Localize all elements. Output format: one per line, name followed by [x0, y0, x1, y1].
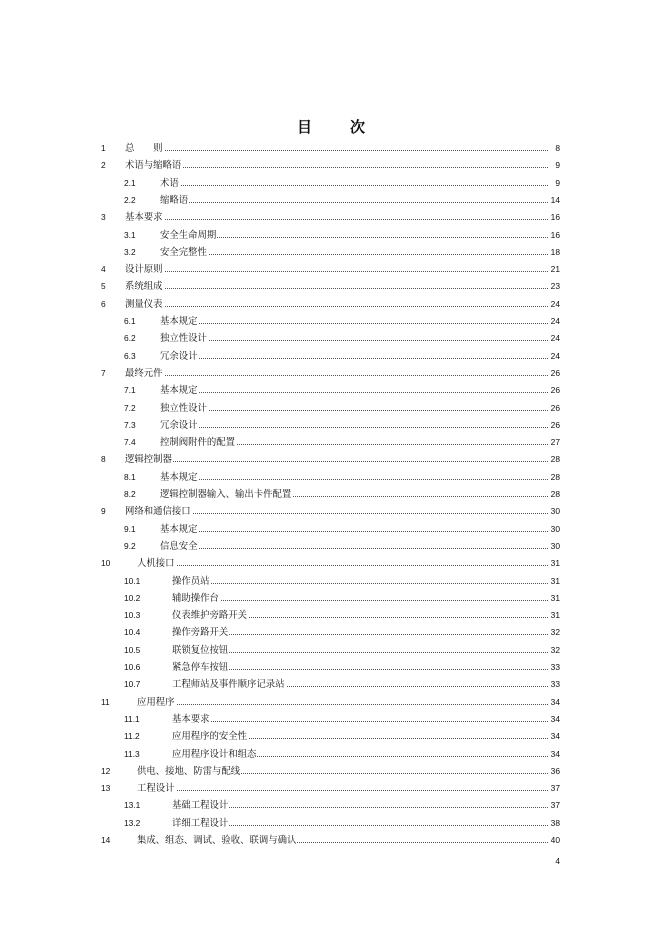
toc-entry-label: 总 则 [125, 140, 164, 157]
toc-entry-label: 系统组成 [125, 278, 164, 295]
toc-entry-number: 10.5 [124, 644, 141, 655]
toc-entry[interactable] [0, 434, 662, 451]
toc-entry-page: 26 [550, 365, 560, 382]
toc-entry-label: 设计原则 [125, 261, 164, 278]
toc-entry-number: 8.2 [124, 489, 136, 499]
toc-dot-leader [125, 461, 548, 462]
toc-entry-page: 14 [550, 192, 560, 209]
toc-dot-leader [172, 600, 548, 601]
toc-entry-number: 9.1 [124, 523, 136, 534]
toc-entry-label: 应用程序的安全性 [172, 728, 248, 745]
toc-entry[interactable] [0, 140, 662, 157]
toc-dot-leader [137, 565, 548, 566]
toc-dot-leader [125, 271, 548, 272]
toc-entry-number: 11.2 [124, 731, 140, 742]
toc-entry[interactable] [0, 227, 662, 244]
toc-entry[interactable] [0, 780, 662, 797]
toc-entry-label: 供电、接地、防雷与配线 [137, 763, 241, 780]
toc-entry-page: 33 [550, 659, 560, 676]
toc-entry-label: 基本要求 [125, 209, 164, 226]
toc-entry-label: 安全生命周期 [160, 227, 217, 244]
toc-entry-label: 最终元件 [125, 365, 164, 382]
toc-entry[interactable] [0, 348, 662, 365]
toc-entry-page: 34 [550, 711, 560, 728]
toc-entry-page: 40 [550, 832, 560, 849]
toc-entry-label: 独立性设计 [160, 330, 208, 347]
toc-entry-page: 9 [554, 157, 560, 174]
toc-entry[interactable] [0, 815, 662, 832]
toc-entry-number: 14 [101, 835, 111, 845]
toc-entry-number: 13.1 [124, 800, 141, 811]
toc-entry-page: 9 [554, 175, 560, 192]
toc-entry[interactable] [0, 469, 662, 486]
toc-entry-label: 工程设计 [137, 780, 176, 797]
toc-entry-label: 仪表维护旁路开关 [172, 607, 248, 624]
toc-entry-number: 13.2 [124, 817, 141, 828]
toc-entry-number: 7.1 [124, 385, 136, 396]
toc-entry-number: 6.1 [124, 316, 136, 326]
toc-entry-page: 30 [550, 521, 560, 538]
toc-entry[interactable] [0, 642, 662, 659]
page-number: 4 [555, 856, 560, 866]
toc-entry-page: 28 [550, 486, 560, 503]
toc-entry-number: 10 [101, 558, 111, 569]
toc-entry-number: 5 [101, 281, 106, 292]
toc-entry-number: 10.1 [124, 575, 141, 586]
title-char-1: 目 [296, 118, 312, 136]
toc-entry-number: 11.3 [124, 748, 140, 759]
toc-entry[interactable] [0, 728, 662, 745]
toc-entry[interactable] [0, 503, 662, 520]
toc-entry[interactable] [0, 192, 662, 209]
toc-entry[interactable] [0, 746, 662, 763]
toc-entry-page: 21 [550, 261, 560, 278]
toc-entry-number: 7.3 [124, 419, 136, 430]
toc-entry-page: 31 [550, 607, 560, 624]
toc-entry-page: 36 [550, 763, 560, 780]
toc-entry-label: 基础工程设计 [172, 797, 229, 814]
toc-entry-page: 32 [550, 624, 560, 641]
toc-entry[interactable] [0, 694, 662, 711]
toc-entry-label: 测量仪表 [125, 296, 164, 313]
toc-entry-number: 1 [101, 143, 106, 153]
toc-entry-label: 信息安全 [160, 538, 199, 555]
toc-entry-page: 23 [550, 278, 560, 295]
toc-entry-number: 7.2 [124, 402, 136, 413]
toc-entry-label: 详细工程设计 [172, 815, 229, 832]
toc-entry-label: 冗余设计 [160, 417, 199, 434]
toc-dot-leader [125, 288, 548, 289]
toc-entry-page: 28 [550, 469, 560, 486]
toc-entry-number: 11.1 [124, 713, 140, 724]
toc-entry-page: 34 [550, 728, 560, 745]
toc-entry[interactable] [0, 521, 662, 538]
toc-dot-leader [160, 202, 548, 203]
toc-entry-label: 辅助操作台 [172, 590, 220, 607]
toc-dot-leader [160, 410, 548, 411]
toc-entry-page: 26 [550, 417, 560, 434]
toc-entry-label: 集成、组态、调试、验收、联调与确认 [137, 832, 297, 849]
toc-entry-number: 6.2 [124, 333, 136, 344]
toc-entry-label: 基本规定 [160, 313, 199, 330]
toc-dot-leader [160, 427, 548, 428]
toc-entry-label: 工程师站及事件顺序记录站 [172, 676, 286, 693]
toc-entry-number: 3.1 [124, 229, 136, 240]
toc-entry-page: 16 [550, 209, 560, 226]
toc-entry[interactable] [0, 313, 662, 330]
toc-dot-leader [160, 323, 548, 324]
toc-entry-page: 28 [550, 451, 560, 468]
toc-entry-page: 31 [550, 573, 560, 590]
toc-entry-page: 33 [550, 676, 560, 693]
toc-entry-number: 7.4 [124, 437, 136, 448]
toc-entry-number: 2.1 [124, 177, 136, 188]
toc-entry-label: 控制阀附件的配置 [160, 434, 236, 451]
toc-entry-page: 24 [550, 348, 560, 365]
toc-entry-label: 安全完整性 [160, 244, 208, 261]
toc-entry[interactable] [0, 676, 662, 693]
toc-entry-page: 37 [550, 780, 560, 797]
toc-dot-leader [160, 185, 548, 186]
toc-dot-leader [160, 358, 548, 359]
toc-entry-number: 9 [101, 506, 106, 517]
toc-entry-number: 8 [101, 454, 106, 465]
toc-entry-label: 基本要求 [172, 711, 211, 728]
toc-entry-label: 术语 [160, 175, 180, 192]
toc-dot-leader [160, 254, 548, 255]
toc-dot-leader [160, 237, 548, 238]
toc-entry-page: 26 [550, 400, 560, 417]
toc-entry[interactable] [0, 486, 662, 503]
toc-entry-number: 8.1 [124, 471, 136, 482]
toc-entry-page: 8 [554, 140, 560, 157]
toc-entry-number: 7 [101, 367, 106, 378]
toc-entry[interactable] [0, 278, 662, 295]
toc-entry-label: 应用程序 [137, 694, 176, 711]
toc-entry-number: 10.7 [124, 679, 141, 690]
toc-entry-label: 紧急停车按钮 [172, 659, 229, 676]
toc-dot-leader [125, 306, 548, 307]
toc-entry-label: 操作员站 [172, 573, 211, 590]
toc-entry[interactable] [0, 607, 662, 624]
page-title [0, 116, 662, 137]
toc-entry[interactable] [0, 244, 662, 261]
toc-entry[interactable] [0, 451, 662, 468]
toc-entry[interactable] [0, 417, 662, 434]
title-char-2: 次 [350, 118, 366, 136]
toc-entry[interactable] [0, 659, 662, 676]
toc-entry-number: 6.3 [124, 350, 136, 361]
toc-entry-page: 34 [550, 694, 560, 711]
toc-entry-page: 24 [550, 313, 560, 330]
toc-dot-leader [172, 583, 548, 584]
toc-dot-leader [160, 340, 548, 341]
toc-entry-page: 16 [550, 227, 560, 244]
toc-dot-leader [125, 150, 548, 151]
toc-dot-leader [137, 790, 548, 791]
toc-entry-number: 10.4 [124, 627, 141, 638]
toc-entry-page: 18 [550, 244, 560, 261]
toc-entry-label: 基本规定 [160, 521, 199, 538]
toc-entry[interactable] [0, 365, 662, 382]
toc-entry[interactable] [0, 555, 662, 572]
toc-entry[interactable] [0, 624, 662, 641]
toc-dot-leader [172, 721, 548, 722]
toc-entry[interactable] [0, 261, 662, 278]
toc-entry-label: 逻辑控制器 [125, 451, 173, 468]
toc-entry-number: 2.2 [124, 194, 136, 205]
toc-entry-label: 联锁复位按钮 [172, 642, 229, 659]
toc-entry-page: 24 [550, 296, 560, 313]
toc-entry-page: 27 [550, 434, 560, 451]
toc-entry-page: 31 [550, 590, 560, 607]
toc-entry-number: 3.2 [124, 246, 136, 257]
toc-entry-page: 30 [550, 503, 560, 520]
toc-entry-number: 10.3 [124, 610, 141, 621]
toc-entry-page: 24 [550, 330, 560, 347]
toc-entry-number: 12 [101, 765, 111, 776]
toc-entry[interactable] [0, 797, 662, 814]
toc-entry-page: 37 [550, 797, 560, 814]
toc-entry[interactable] [0, 590, 662, 607]
toc-entry-page: 32 [550, 642, 560, 659]
toc-entry-number: 3 [101, 212, 106, 223]
toc-dot-leader [137, 704, 548, 705]
toc-entry[interactable] [0, 157, 662, 174]
toc-entry-page: 38 [550, 815, 560, 832]
toc-entry-number: 4 [101, 264, 106, 275]
toc-dot-leader [160, 392, 548, 393]
toc-entry[interactable] [0, 573, 662, 590]
toc-entry-label: 基本规定 [160, 469, 199, 486]
toc-entry[interactable] [0, 711, 662, 728]
toc-entry-number: 13 [101, 783, 111, 794]
toc-entry-number: 9.2 [124, 540, 136, 551]
toc-dot-leader [160, 548, 548, 549]
toc-entry-page: 30 [550, 538, 560, 555]
toc-dot-leader [125, 219, 548, 220]
toc-entry[interactable] [0, 832, 662, 849]
toc-entry[interactable] [0, 330, 662, 347]
toc-entry-label: 操作旁路开关 [172, 624, 229, 641]
toc-entry-number: 6 [101, 298, 106, 309]
toc-entry[interactable] [0, 296, 662, 313]
toc-entry-number: 11 [101, 696, 110, 707]
toc-entry-label: 网络和通信接口 [125, 503, 192, 520]
toc-entry[interactable] [0, 382, 662, 399]
toc-entry[interactable] [0, 400, 662, 417]
toc-entry-label: 应用程序设计和组态 [172, 746, 257, 763]
toc-entry-number: 10.2 [124, 592, 141, 603]
toc-entry-label: 缩略语 [160, 192, 189, 209]
toc-dot-leader [125, 167, 548, 168]
toc-entry[interactable] [0, 175, 662, 192]
toc-entry-page: 26 [550, 382, 560, 399]
toc-dot-leader [125, 375, 548, 376]
toc-dot-leader [160, 531, 548, 532]
toc-entry-label: 术语与缩略语 [125, 157, 182, 174]
toc-entry-number: 2 [101, 160, 106, 171]
toc-entry-page: 34 [550, 746, 560, 763]
toc-entry-label: 逻辑控制器输入、输出卡件配置 [160, 486, 292, 503]
toc-entry[interactable] [0, 209, 662, 226]
toc-entry-label: 基本规定 [160, 382, 199, 399]
toc-entry[interactable] [0, 763, 662, 780]
toc-dot-leader [160, 479, 548, 480]
toc-entry-page: 31 [550, 555, 560, 572]
toc-entry-label: 冗余设计 [160, 348, 199, 365]
toc-entry-number: 10.6 [124, 662, 141, 672]
toc-entry[interactable] [0, 538, 662, 555]
toc-entry-label: 人机接口 [137, 555, 176, 572]
toc-entry-label: 独立性设计 [160, 400, 208, 417]
